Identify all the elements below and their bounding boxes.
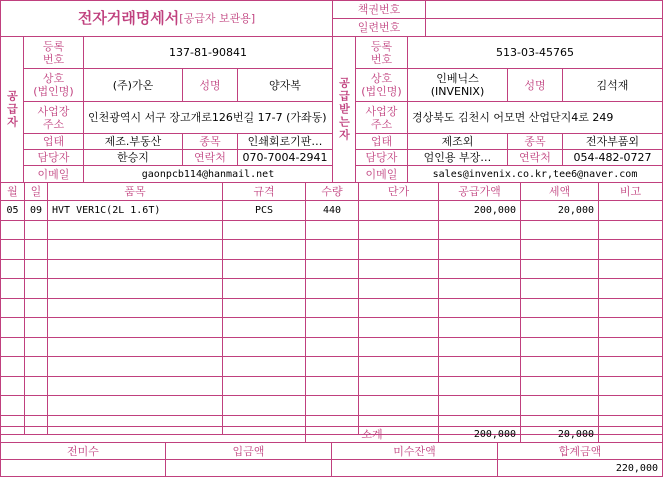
supplier-biz-type: 제조.부동산 (83, 133, 183, 150)
column-header: 공급가액 (438, 182, 521, 201)
table-cell (305, 259, 359, 279)
table-cell (438, 239, 521, 260)
table-cell (358, 376, 439, 396)
table-cell (358, 337, 439, 357)
supplier-ceo-name: 양자복 (237, 68, 333, 102)
table-cell (222, 278, 306, 299)
table-cell (598, 278, 663, 299)
table-cell (47, 395, 223, 416)
table-cell (47, 278, 223, 299)
table-cell (305, 395, 359, 416)
subtotal-note (598, 426, 663, 443)
buyer-address: 경상북도 김천시 어모면 산업단지4로 249 (407, 101, 663, 134)
buyer-name-label: 상호 (법인명) (355, 68, 408, 102)
table-cell (305, 220, 359, 240)
column-header: 단가 (358, 182, 439, 201)
table-cell (24, 259, 48, 279)
table-cell: 20,000 (520, 200, 599, 221)
table-cell (305, 298, 359, 318)
table-cell (520, 376, 599, 396)
table-cell (520, 337, 599, 357)
table-cell (598, 395, 663, 416)
table-cell (222, 239, 306, 260)
table-cell (358, 220, 439, 240)
footer-label: 입금액 (165, 442, 332, 460)
table-cell: 200,000 (438, 200, 521, 221)
table-cell (358, 259, 439, 279)
table-cell (358, 278, 439, 299)
table-cell (520, 317, 599, 338)
table-cell (222, 337, 306, 357)
table-cell (222, 376, 306, 396)
table-cell (438, 259, 521, 279)
table-cell (358, 200, 439, 221)
table-cell (24, 220, 48, 240)
table-cell (0, 337, 25, 357)
book-no-label: 책권번호 (332, 0, 426, 19)
column-header: 세액 (520, 182, 599, 201)
table-cell (305, 278, 359, 299)
buyer-company-name: 인베닉스 (INVENIX) (407, 68, 508, 102)
table-cell (222, 298, 306, 318)
table-cell (358, 298, 439, 318)
table-cell: PCS (222, 200, 306, 221)
table-cell (47, 220, 223, 240)
table-cell (438, 220, 521, 240)
title-main: 전자거래명세서 (77, 9, 180, 27)
table-cell (0, 220, 25, 240)
table-cell (0, 259, 25, 279)
supplier-address: 인천광역시 서구 장고개로126번길 17-7 (가좌동) (83, 101, 333, 134)
table-cell (47, 317, 223, 338)
table-cell (520, 278, 599, 299)
footer-value (165, 459, 332, 477)
buyer-addr-label: 사업장 주소 (355, 101, 408, 134)
serial-no-label: 일련번호 (332, 18, 426, 37)
book-no-value (425, 0, 663, 19)
table-cell (438, 278, 521, 299)
table-cell (520, 356, 599, 377)
table-cell (0, 317, 25, 338)
buyer-biz-label: 업태 (355, 133, 408, 150)
table-cell: 09 (24, 200, 48, 221)
table-cell (47, 337, 223, 357)
table-cell (47, 239, 223, 260)
column-header: 비고 (598, 182, 663, 201)
table-cell (305, 337, 359, 357)
footer-label: 합계금액 (497, 442, 663, 460)
table-cell (47, 298, 223, 318)
buyer-ceo-label: 성명 (507, 68, 563, 102)
footer-value (331, 459, 498, 477)
table-cell (47, 356, 223, 377)
buyer-email-label: 이메일 (355, 165, 408, 183)
table-cell (0, 376, 25, 396)
supplier-side-label: 공급자 (0, 36, 24, 183)
subtotal-tax: 20,000 (520, 426, 599, 443)
table-cell (305, 317, 359, 338)
buyer-contact-person: 엄인용 부장… (407, 149, 508, 166)
supplier-item-label: 종목 (182, 133, 238, 150)
column-header: 월 (0, 182, 25, 201)
supplier-phone: 070-7004-2941 (237, 149, 333, 166)
supplier-email: gaonpcb114@hanmail.net (83, 165, 333, 183)
table-cell: 05 (0, 200, 25, 221)
table-cell (438, 298, 521, 318)
table-cell (47, 376, 223, 396)
table-cell (305, 239, 359, 260)
table-cell (438, 317, 521, 338)
table-cell (520, 239, 599, 260)
table-cell: HVT VER1C(2L 1.6T) (47, 200, 223, 221)
table-cell (0, 278, 25, 299)
table-cell (598, 298, 663, 318)
table-cell (598, 200, 663, 221)
table-cell (598, 239, 663, 260)
supplier-biz-label: 업태 (23, 133, 84, 150)
footer-value: 220,000 (497, 459, 663, 477)
table-cell (0, 298, 25, 318)
buyer-person-label: 담당자 (355, 149, 408, 166)
table-cell (438, 376, 521, 396)
supplier-addr-label: 사업장 주소 (23, 101, 84, 134)
table-cell (222, 220, 306, 240)
column-header: 일 (24, 182, 48, 201)
supplier-reg-no: 137-81-90841 (83, 36, 333, 69)
supplier-ceo-label: 성명 (182, 68, 238, 102)
supplier-person-label: 담당자 (23, 149, 84, 166)
table-cell (358, 317, 439, 338)
table-cell (24, 356, 48, 377)
table-cell (358, 356, 439, 377)
buyer-biz-item: 전자부품외 (562, 133, 663, 150)
table-cell (0, 356, 25, 377)
table-cell (438, 337, 521, 357)
table-cell (24, 298, 48, 318)
table-cell (598, 356, 663, 377)
table-cell (598, 337, 663, 357)
table-cell (305, 356, 359, 377)
serial-no-value (425, 18, 663, 37)
column-header: 수량 (305, 182, 359, 201)
table-cell (0, 395, 25, 416)
buyer-ceo-name: 김석재 (562, 68, 663, 102)
buyer-item-label: 종목 (507, 133, 563, 150)
footer-label: 전미수 (0, 442, 166, 460)
table-cell (24, 395, 48, 416)
supplier-reg-label: 등록 번호 (23, 36, 84, 69)
supplier-name-label: 상호 (법인명) (23, 68, 84, 102)
buyer-tel-label: 연락처 (507, 149, 563, 166)
buyer-reg-no: 513-03-45765 (407, 36, 663, 69)
table-cell (520, 298, 599, 318)
table-cell (222, 317, 306, 338)
table-cell (598, 376, 663, 396)
column-header: 규격 (222, 182, 306, 201)
title-sub: [공급자 보관용] (179, 12, 256, 25)
subtotal-supply: 200,000 (438, 426, 521, 443)
buyer-side-label: 공급받는자 (332, 36, 356, 183)
table-cell (222, 395, 306, 416)
table-cell (598, 317, 663, 338)
table-cell (598, 259, 663, 279)
table-cell (438, 356, 521, 377)
page-title (0, 0, 333, 37)
table-cell: 440 (305, 200, 359, 221)
buyer-phone: 054-482-0727 (562, 149, 663, 166)
footer-label: 미수잔액 (331, 442, 498, 460)
supplier-email-label: 이메일 (23, 165, 84, 183)
table-cell (520, 259, 599, 279)
table-cell (222, 356, 306, 377)
supplier-biz-item: 인쇄회로기판… (237, 133, 333, 150)
table-cell (24, 278, 48, 299)
table-cell (438, 395, 521, 416)
table-cell (24, 376, 48, 396)
supplier-company-name: (주)가온 (83, 68, 183, 102)
column-header: 품목 (47, 182, 223, 201)
buyer-email: sales@invenix.co.kr,tee6@naver.com (407, 165, 663, 183)
table-cell (47, 259, 223, 279)
buyer-biz-type: 제조외 (407, 133, 508, 150)
subtotal-label: 소계 (305, 426, 439, 443)
subtotal-spacer (0, 426, 306, 443)
table-cell (520, 220, 599, 240)
table-cell (222, 259, 306, 279)
table-cell (520, 395, 599, 416)
table-cell (0, 239, 25, 260)
table-cell (358, 395, 439, 416)
table-cell (24, 239, 48, 260)
table-cell (24, 337, 48, 357)
buyer-reg-label: 등록 번호 (355, 36, 408, 69)
table-cell (358, 239, 439, 260)
supplier-tel-label: 연락처 (182, 149, 238, 166)
table-cell (598, 220, 663, 240)
supplier-contact-person: 한승지 (83, 149, 183, 166)
table-cell (305, 376, 359, 396)
footer-value (0, 459, 166, 477)
table-cell (24, 317, 48, 338)
